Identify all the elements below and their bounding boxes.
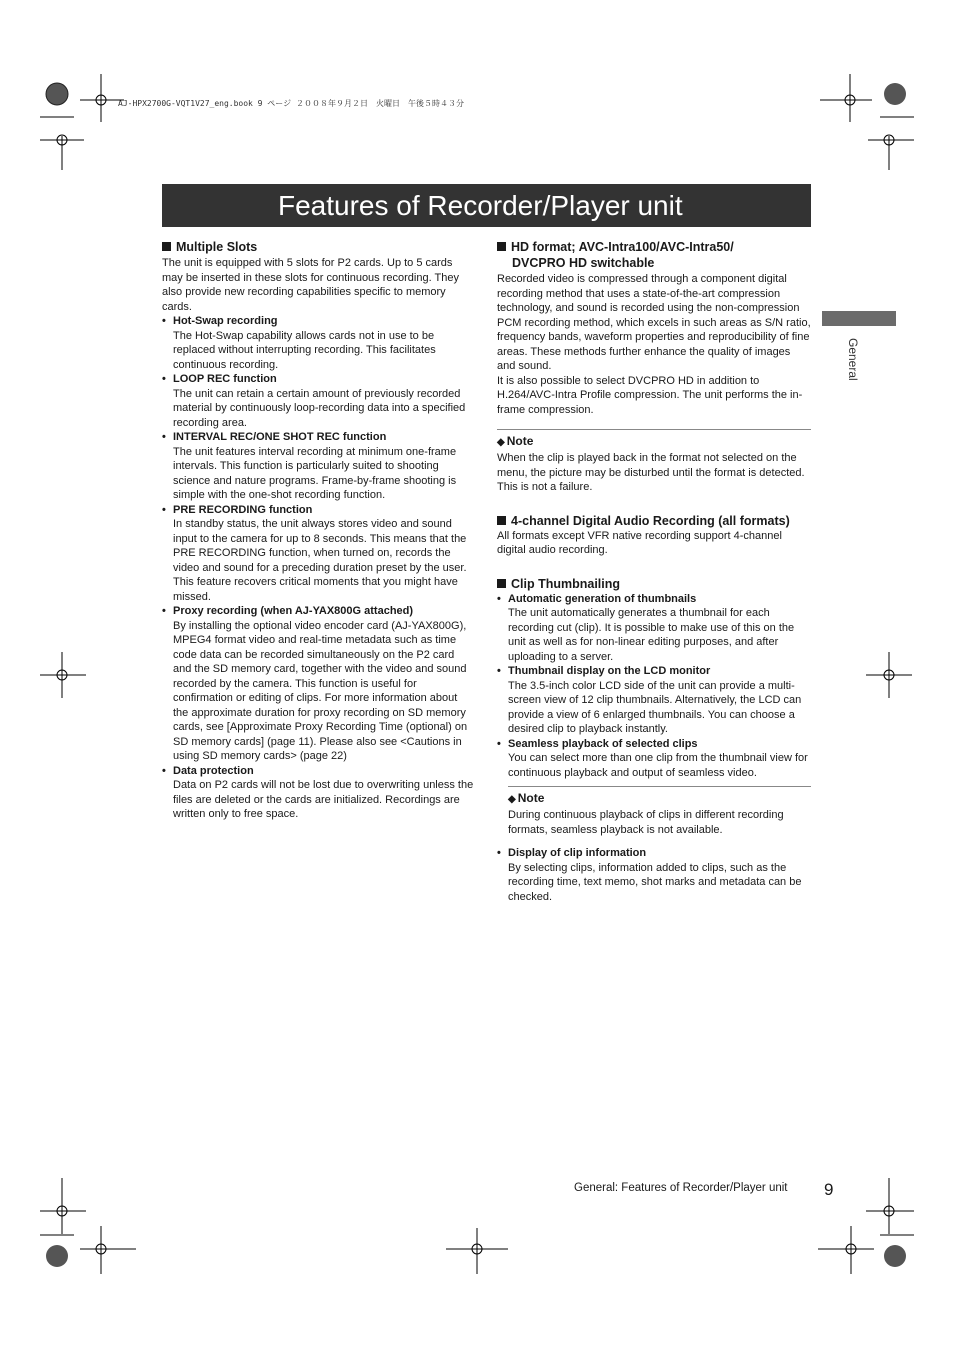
list-item-seamless-playback bbox=[497, 737, 811, 781]
registration-mark-bottom-center bbox=[446, 1228, 508, 1274]
side-tab-label: General bbox=[846, 338, 860, 381]
bullet-icon: • bbox=[162, 764, 166, 777]
item-text: The unit features interval recording at minimum one-frame intervals. This function is particularly suited to shooting science and nature programs. Frame-by-frame shooting is simple with the one-shot recording function. bbox=[173, 445, 457, 501]
square-bullet-icon bbox=[497, 516, 506, 525]
item-title: Seamless playback of selected clips bbox=[508, 737, 698, 750]
registration-mark-right-middle bbox=[866, 652, 912, 698]
list-item-loop-rec bbox=[162, 372, 475, 430]
item-text: By selecting clips, information added to clips, such as the recording time, text memo, shot marks and metadata can be checked. bbox=[508, 861, 802, 903]
right-column bbox=[497, 239, 811, 904]
item-title: Display of clip information bbox=[508, 847, 647, 859]
side-tab-marker bbox=[822, 311, 896, 326]
list-item-clip-info bbox=[497, 846, 811, 904]
item-title: Thumbnail display on the LCD monitor bbox=[508, 665, 711, 677]
item-text: The unit can retain a certain amount of previously recorded material by continuously loop-recording data into a specified recording area. bbox=[173, 387, 466, 429]
registration-mark-top-right bbox=[820, 74, 914, 170]
spacer bbox=[497, 837, 811, 846]
list-item-interval-rec bbox=[162, 430, 475, 503]
item-text: You can select more than one clip from the thumbnail view for continuous playback and output of seamless video. bbox=[508, 752, 808, 779]
bullet-icon: • bbox=[497, 665, 501, 677]
item-title: Data protection bbox=[173, 764, 254, 777]
bullet-icon: • bbox=[162, 373, 166, 385]
list-item-pre-recording bbox=[162, 503, 475, 605]
heading-text: Clip Thumbnailing bbox=[511, 576, 621, 591]
item-text: The 3.5-inch color LCD side of the unit can provide a multi-screen view of 12 clip thumbnails. Alternatively, the LCD can provide a view of 6 enlarged thumbnails. You can choose a desired clip to playback instantly. bbox=[508, 679, 802, 735]
list-item-data-protection bbox=[162, 764, 475, 822]
item-title: LOOP REC function bbox=[173, 373, 277, 385]
square-bullet-icon bbox=[497, 579, 506, 588]
item-text: The Hot-Swap capability allows cards not in use to be replaced without interrupting recording. This facilitates continuous recording. bbox=[173, 329, 436, 371]
diamond-icon: ◆ bbox=[508, 794, 516, 805]
list-item-hot-swap bbox=[162, 314, 475, 372]
hd-format-para2: It is also possible to select DVCPRO HD in addition to H.264/AVC-Intra Profile compression. The unit performs the in-frame compression. bbox=[497, 374, 803, 416]
page-title: Features of Recorder/Player unit bbox=[162, 184, 811, 227]
heading-text-line1: HD format; AVC-Intra100/AVC-Intra50/ bbox=[511, 240, 734, 254]
note-heading bbox=[497, 433, 811, 451]
audio-text: All formats except VFR native recording support 4-channel digital audio recording. bbox=[497, 529, 782, 556]
page-number: 9 bbox=[824, 1180, 834, 1199]
item-title: Proxy recording (when AJ-YAX800G attached) bbox=[173, 605, 414, 617]
print-header: AJ-HPX2700G-VQT1V27_eng.book 9 ページ ２００８年９月２日 火曜日 午後５時４３分 bbox=[118, 99, 464, 108]
bullet-icon: • bbox=[162, 315, 166, 327]
spacer bbox=[497, 558, 811, 576]
heading-text: 4-channel Digital Audio Recording (all formats) bbox=[511, 513, 790, 528]
item-title: INTERVAL REC/ONE SHOT REC function bbox=[173, 431, 387, 443]
list-item-proxy-recording bbox=[162, 604, 475, 764]
bullet-icon: • bbox=[497, 847, 501, 859]
note-block-seamless bbox=[508, 786, 811, 837]
note-block-format bbox=[497, 429, 811, 495]
note-label: Note bbox=[506, 434, 534, 448]
note-label: Note bbox=[517, 791, 545, 805]
multiple-slots-intro: The unit is equipped with 5 slots for P2 cards. Up to 5 cards may be inserted in these slots for continuous recording. They also provide new recording capabilities specific to memory cards. bbox=[162, 257, 459, 313]
spacer bbox=[497, 495, 811, 513]
list-item-thumbnail-display bbox=[497, 664, 811, 737]
bullet-icon: • bbox=[162, 431, 166, 443]
item-text: The unit automatically generates a thumbnail for each recording cut (clip). It is possible to make use of this on the unit as well as for non-linear editing purposes, and after uploading to a server. bbox=[508, 607, 795, 663]
section-heading-hd-format-line2: DVCPRO HD switchable bbox=[512, 256, 655, 270]
item-title: Hot-Swap recording bbox=[173, 315, 278, 327]
section-heading-clip-thumbnailing bbox=[497, 576, 811, 592]
note-heading bbox=[508, 790, 811, 808]
note-text: During continuous playback of clips in different recording formats, seamless playback is not available. bbox=[508, 809, 784, 836]
item-text: By installing the optional video encoder card (AJ-YAX800G), MPEG4 format video and real-time metadata such as time code data can be recorded simultaneously on the P2 card and the SD memory card, together with the video and sound recorded by the camera. This function is useful for confirmation or editing of clips. For more information about the approximate duration for proxy recording on SD memory cards, see [Approximate Proxy Recording Time (optional) on SD memory cards] (page 11). Please also see <Cautions in using SD memory cards> (page 22) bbox=[173, 619, 468, 762]
item-title: Automatic generation of thumbnails bbox=[508, 592, 697, 605]
bullet-icon: • bbox=[497, 737, 501, 750]
list-item-auto-thumbnails bbox=[497, 592, 811, 665]
footer-section-text: General: Features of Recorder/Player unit bbox=[574, 1182, 788, 1194]
section-heading-audio bbox=[497, 513, 811, 529]
registration-mark-top-left bbox=[40, 74, 124, 170]
item-text: Data on P2 cards will not be lost due to overwriting unless the files are deleted or the cards are initialized. Recordings are written only to free space. bbox=[173, 779, 474, 820]
registration-mark-left-middle bbox=[40, 652, 86, 698]
bullet-icon: • bbox=[497, 592, 501, 605]
bullet-icon: • bbox=[162, 605, 166, 617]
hd-format-para1: Recorded video is compressed through a component digital recording method that uses a state-of-the-art compression technology, and sound is recorded using the non-compression PCM recording method, which excels in such areas as S/N ratio, frequency bands, waveform properties and reproducibility of fine areas. These methods further enhance the quality of images and sound. bbox=[497, 273, 811, 372]
left-column bbox=[162, 239, 475, 822]
section-heading-hd-format bbox=[497, 239, 811, 255]
item-text: In standby status, the unit always stores video and sound input to the camera for up to 8 seconds. This means that the PRE RECORDING function, when turned on, records the video and sound for a preceding duration preset by the user. This feature recovers critical moments that you might have missed. bbox=[173, 518, 467, 603]
section-heading-multiple-slots bbox=[162, 239, 475, 255]
heading-text: Multiple Slots bbox=[176, 240, 258, 254]
square-bullet-icon bbox=[497, 242, 506, 251]
note-text: When the clip is played back in the format not selected on the menu, the picture may be disturbed until the format is detected. This is not a failure. bbox=[497, 452, 805, 493]
square-bullet-icon bbox=[162, 242, 171, 251]
diamond-icon: ◆ bbox=[497, 437, 505, 448]
bullet-icon: • bbox=[162, 503, 166, 516]
registration-mark-bottom-left bbox=[40, 1178, 136, 1274]
item-title: PRE RECORDING function bbox=[173, 503, 313, 516]
